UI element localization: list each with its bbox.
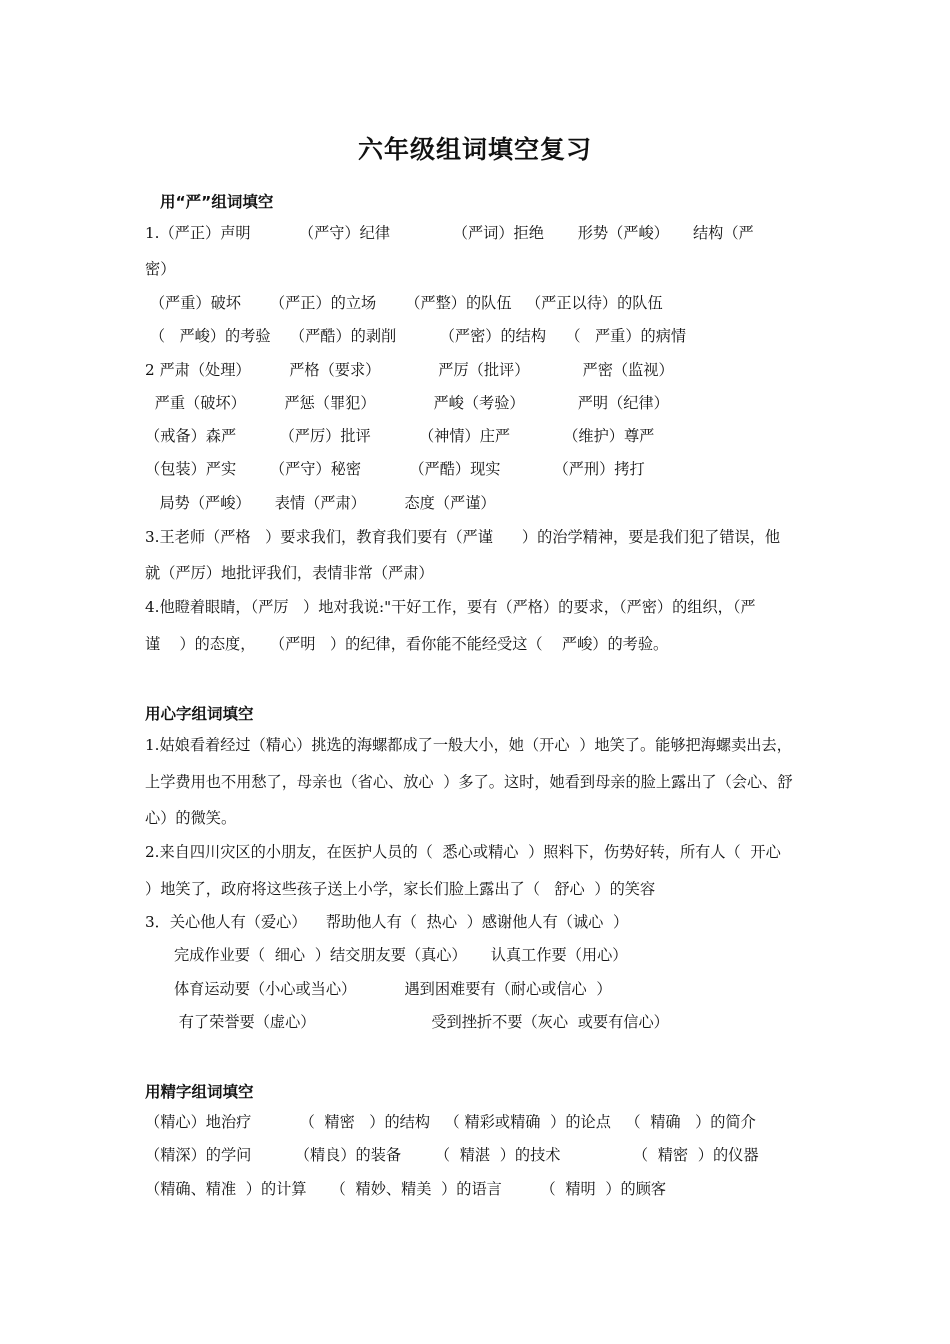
text-line: （ 严峻）的考验 （严酷）的剥削 （严密）的结构 （ 严重）的病情 (145, 327, 687, 345)
text-line: 2 严肃（处理） 严格（要求） 严厉（批评） 严密（监视） (145, 361, 674, 379)
text-line: （戒备）森严 （严厉）批评 （神情）庄严 （维护）尊严 (145, 427, 655, 445)
text-line: 严重（破坏） 严惩（罪犯） 严峻（考验） 严明（纪律） (145, 394, 669, 412)
text-line: 有了荣誉要（虚心） 受到挫折不要（灰心 或要有信心） (145, 1013, 669, 1031)
text-line: 3.王老师（严格 ）要求我们，教育我们要有（严谨 ）的治学精神，要是我们犯了错误，他 (145, 528, 781, 546)
section-heading-jing: 用精字组词填空 (145, 1083, 254, 1101)
text-line: 谨 ）的态度， （严明 ）的纪律，看你能不能经受这（ 严峻）的考验。 (145, 635, 669, 653)
text-line: 上学费用也不用愁了，母亲也（省心、放心 ）多了。这时，她看到母亲的脸上露出了（会心、舒 (145, 773, 793, 791)
section-heading-xin: 用心字组词填空 (145, 705, 254, 723)
text-line: 3．关心他人有（爱心） 帮助他人有（ 热心 ）感谢他人有（诚心 ） (145, 913, 629, 931)
page-title: 六年级组词填空复习 (357, 135, 592, 164)
text-line: （精心）地治疗 （ 精密 ）的结构 （ 精彩或精确 ）的论点 （ 精确 ）的简介 (145, 1113, 756, 1131)
text-line: （精确、精准 ）的计算 （ 精妙、精美 ）的语言 （ 精明 ）的顾客 (145, 1180, 667, 1198)
text-line: 局势（严峻） 表情（严肃） 态度（严谨） (145, 494, 496, 512)
text-line: ）地笑了，政府将这些孩子送上小学，家长们脸上露出了（ 舒心 ）的笑容 (145, 880, 656, 898)
text-line: 体育运动要（小心或当心） 遇到困难要有（耐心或信心 ） (145, 980, 612, 998)
text-line: 心）的微笑。 (145, 809, 237, 827)
text-line: 就（严厉）地批评我们，表情非常（严肃） (145, 564, 434, 582)
text-line: 2.来自四川灾区的小朋友，在医护人员的（ 悉心或精心 ）照料下，伤势好转，所有人（ 开心 (145, 843, 781, 861)
text-line: 4.他瞪着眼睛，（严厉 ）地对我说:"干好工作，要有（严格）的要求，（严密）的组织，（严 (145, 598, 756, 616)
section-heading-yan: 用“严”组词填空 (160, 193, 274, 211)
text-line: 1.（严正）声明 （严守）纪律 （严词）拒绝 形势（严峻） 结构（严 (145, 224, 754, 242)
text-line: 密） (145, 260, 176, 278)
text-line: （包装）严实 （严守）秘密 （严酷）现实 （严刑）拷打 (145, 460, 645, 478)
text-line: 1.姑娘看着经过（精心）挑选的海螺都成了一般大小，她（开心 ）地笑了。能够把海螺卖出去， (145, 736, 792, 754)
text-line: （精深）的学问 （精良）的装备 （ 精湛 ）的技术 （ 精密 ）的仪器 (145, 1146, 759, 1164)
text-line: （严重）破坏 （严正）的立场 （严整）的队伍 （严正以待）的队伍 (145, 294, 663, 312)
text-line: 完成作业要（ 细心 ）结交朋友要（真心） 认真工作要（用心） (145, 946, 628, 964)
